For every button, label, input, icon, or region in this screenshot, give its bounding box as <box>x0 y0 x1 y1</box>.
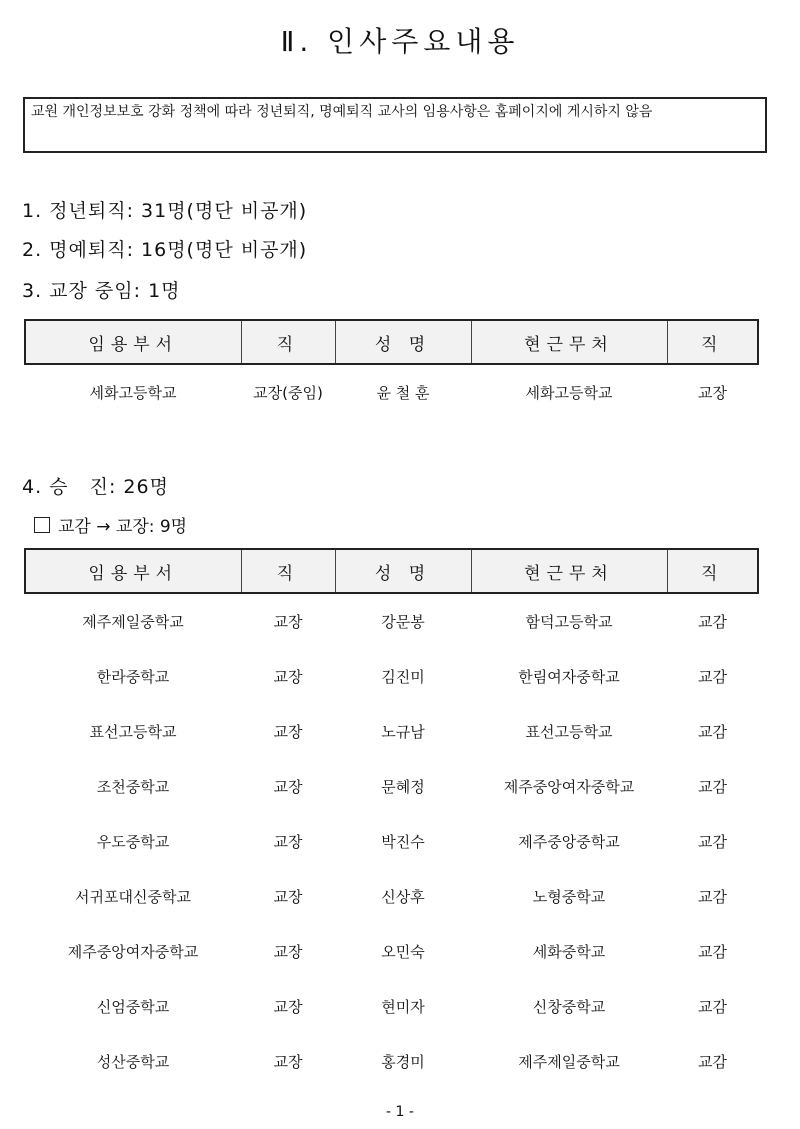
cell-dept: 신엄중학교 <box>96 998 170 1016</box>
table-row <box>25 704 758 759</box>
cell-current-workplace: 신창중학교 <box>532 998 606 1016</box>
table-row <box>25 814 758 869</box>
header-position: 직 <box>241 320 335 364</box>
cell-position: 교장 <box>273 943 303 961</box>
header-dept: 임용부서 <box>25 320 241 364</box>
cell-dept: 성산중학교 <box>96 1053 170 1071</box>
table-header-row <box>25 549 758 593</box>
cell-dept: 서귀포대신중학교 <box>75 888 191 906</box>
cell-position: 교장 <box>273 833 303 851</box>
cell-current-workplace: 제주중앙여자중학교 <box>503 778 635 796</box>
header-name: 성 명 <box>335 549 471 593</box>
cell-current-workplace: 세화중학교 <box>532 943 606 961</box>
header-current-position: 직 <box>667 320 758 364</box>
subsection-label: 교감 → 교장: 9명 <box>58 517 188 537</box>
header-position: 직 <box>241 549 335 593</box>
cell-current-workplace: 세화고등학교 <box>525 384 613 402</box>
page-title: Ⅱ. 인사주요내용 <box>280 25 520 58</box>
cell-position: 교장 <box>273 723 303 741</box>
table-row <box>25 1034 758 1089</box>
cell-current-position: 교감 <box>698 998 727 1016</box>
header-current-workplace: 현근무처 <box>471 320 667 364</box>
cell-dept: 세화고등학교 <box>89 384 177 402</box>
cell-current-workplace: 노형중학교 <box>532 888 606 906</box>
header-current-position: 직 <box>667 549 758 593</box>
cell-dept: 제주제일중학교 <box>82 613 184 631</box>
cell-current-workplace: 제주제일중학교 <box>518 1053 620 1071</box>
cell-current-position: 교감 <box>698 723 727 741</box>
cell-current-workplace: 한림여자중학교 <box>518 668 620 686</box>
cell-dept: 표선고등학교 <box>89 723 177 741</box>
table-row <box>25 649 758 704</box>
cell-name: 신상후 <box>381 888 425 906</box>
cell-dept: 한라중학교 <box>96 668 170 686</box>
section-principal-reappointment: 3. 교장 중임: 1명 <box>22 280 181 302</box>
cell-position: 교장 <box>273 613 303 631</box>
cell-dept: 우도중학교 <box>96 833 170 851</box>
page-number: - 1 - <box>386 1104 414 1120</box>
section-honorary-retirement: 2. 명예퇴직: 16명(명단 비공개) <box>22 239 308 261</box>
cell-name: 박진수 <box>381 833 425 851</box>
cell-current-position: 교감 <box>698 778 727 796</box>
cell-current-position: 교감 <box>698 1053 727 1071</box>
cell-name: 노규남 <box>381 723 425 741</box>
table-row <box>25 364 758 420</box>
cell-dept: 조천중학교 <box>96 778 170 796</box>
cell-name: 홍경미 <box>381 1053 425 1071</box>
table-row <box>25 759 758 814</box>
header-current-workplace: 현근무처 <box>471 549 667 593</box>
cell-position: 교장 <box>273 778 303 796</box>
subsection-vice-to-principal <box>34 512 187 537</box>
table-row <box>25 924 758 979</box>
section-retirement: 1. 정년퇴직: 31명(명단 비공개) <box>22 200 308 222</box>
cell-name: 윤 철 훈 <box>376 384 430 402</box>
cell-current-workplace: 함덕고등학교 <box>525 613 613 631</box>
cell-current-position: 교감 <box>698 943 727 961</box>
cell-current-position: 교장 <box>698 384 727 402</box>
cell-name: 김진미 <box>381 668 425 686</box>
reappointment-table <box>24 319 759 420</box>
cell-dept: 제주중앙여자중학교 <box>67 943 199 961</box>
cell-current-workplace: 표선고등학교 <box>525 723 613 741</box>
cell-name: 현미자 <box>381 998 425 1016</box>
checkbox-square-icon <box>34 517 50 533</box>
promotion-table <box>24 548 759 1089</box>
table-row <box>25 869 758 924</box>
cell-position: 교장 <box>273 1053 303 1071</box>
cell-position: 교장 <box>273 888 303 906</box>
privacy-notice: 교원 개인정보보호 강화 정책에 따라 정년퇴직, 명예퇴직 교사의 임용사항은 홈페이지에 게시하지 않음 <box>23 97 767 153</box>
table-row <box>25 979 758 1034</box>
cell-current-position: 교감 <box>698 888 727 906</box>
header-name: 성 명 <box>335 320 471 364</box>
header-dept: 임용부서 <box>25 549 241 593</box>
cell-current-position: 교감 <box>698 668 727 686</box>
table-row <box>25 593 758 649</box>
cell-current-workplace: 제주중앙중학교 <box>518 833 620 851</box>
cell-current-position: 교감 <box>698 833 727 851</box>
cell-current-position: 교감 <box>698 613 727 631</box>
section-promotion: 4. 승 진: 26명 <box>22 476 169 498</box>
cell-name: 문혜정 <box>381 778 425 796</box>
cell-position: 교장(중임) <box>253 384 323 402</box>
cell-name: 강문봉 <box>381 613 425 631</box>
table-header-row <box>25 320 758 364</box>
cell-name: 오민숙 <box>381 943 425 961</box>
cell-position: 교장 <box>273 998 303 1016</box>
cell-position: 교장 <box>273 668 303 686</box>
